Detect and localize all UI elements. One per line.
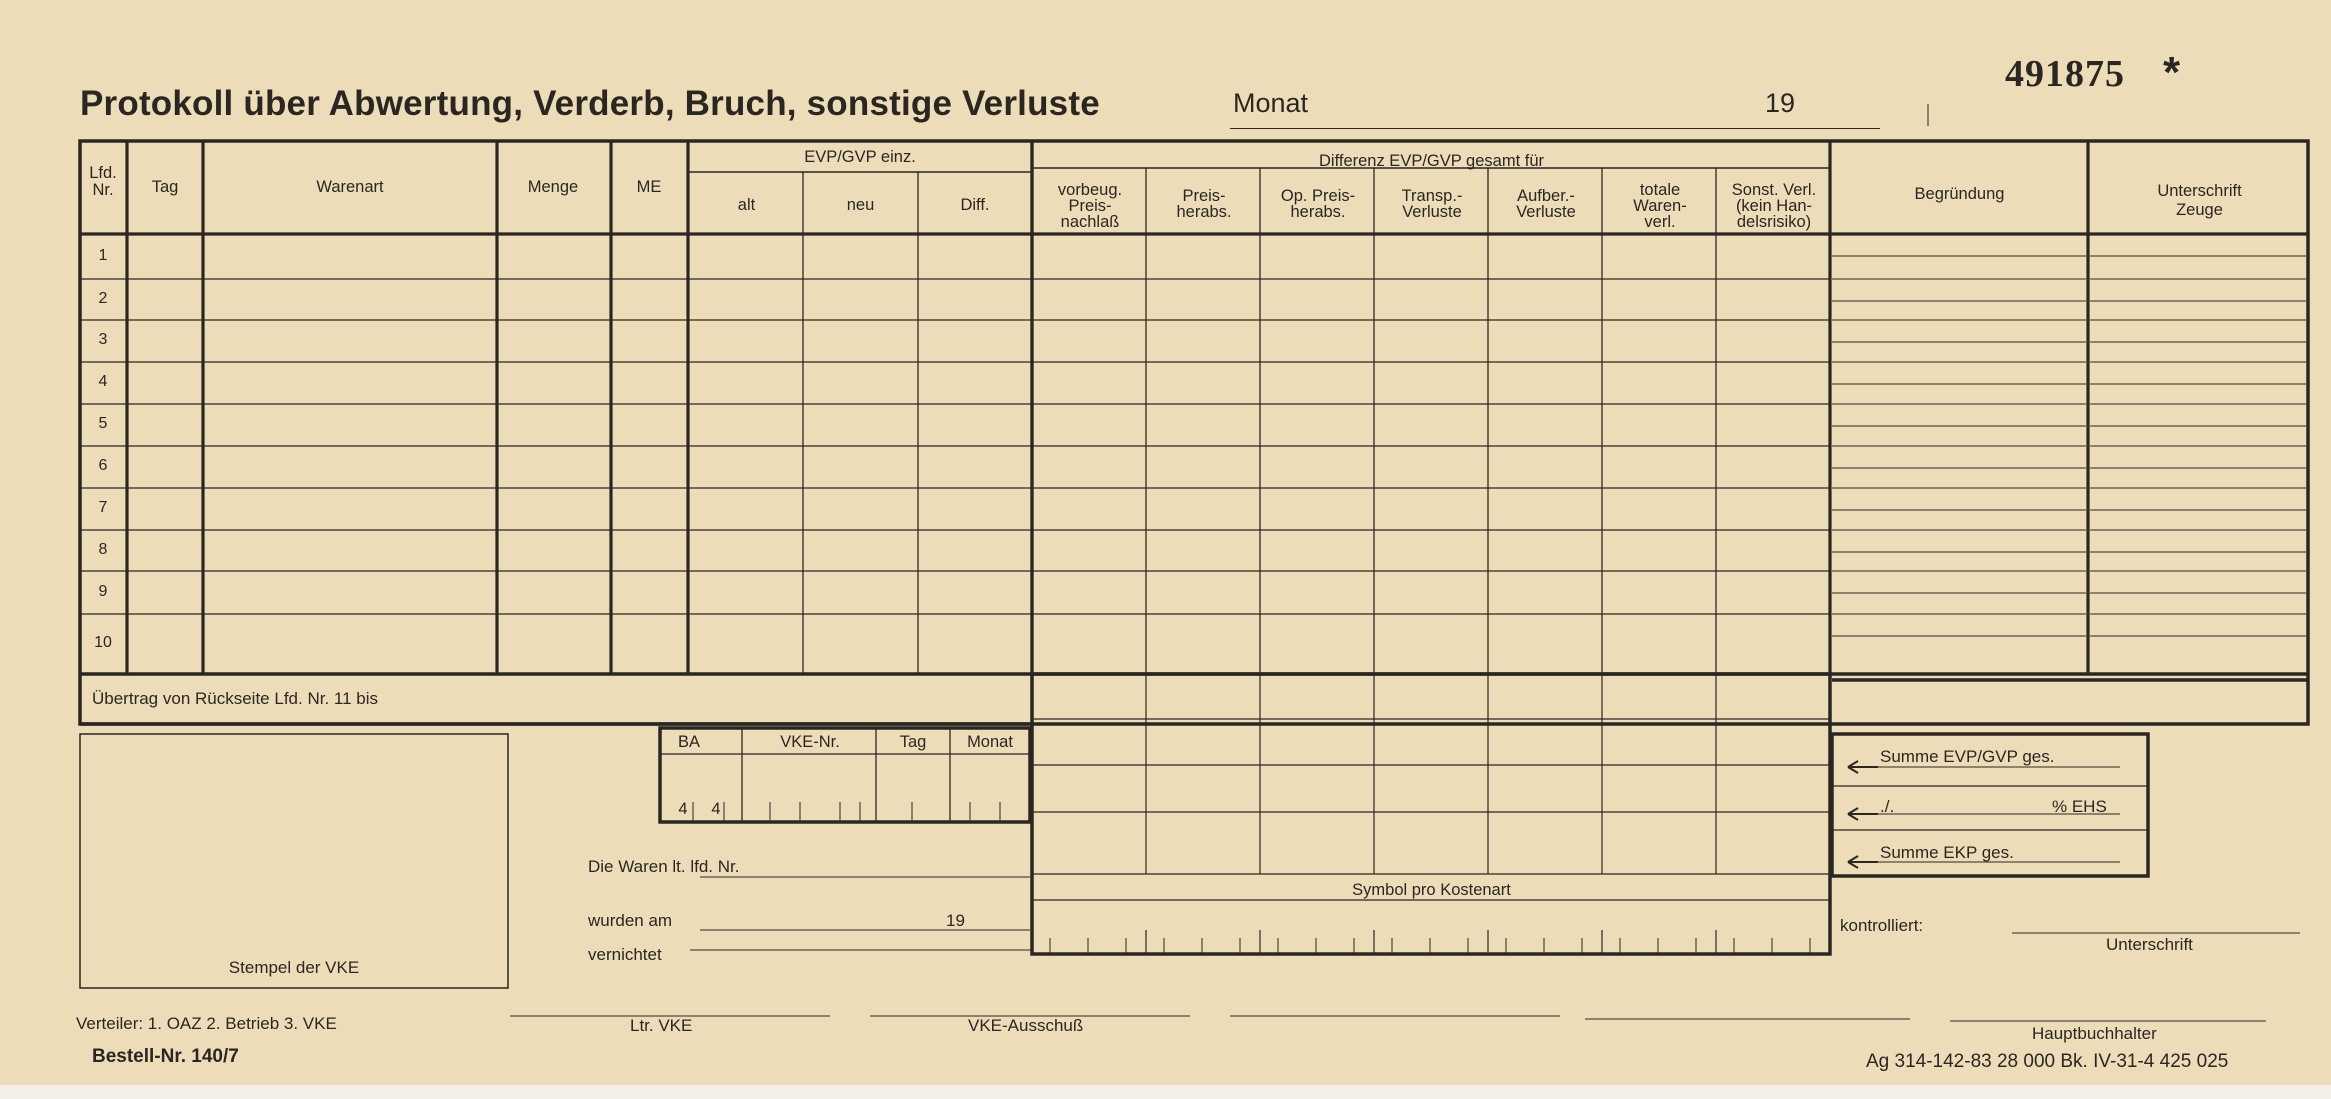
bestell-nr: Bestell-Nr. 140/7 [92,1046,239,1067]
row-number: 7 [98,499,108,516]
year-prefix: 19 [1765,88,1796,118]
tag-label: Tag [899,733,927,751]
hauptbuchhalter-label: Hauptbuchhalter [2032,1024,2157,1043]
grid-frame [80,734,508,988]
col-totale-warenverl: totale Waren- verl. [1633,181,1687,231]
col-preisherabs: Preis- herabs. [1176,187,1232,221]
col-evp-neu: neu [846,196,875,214]
col-aufber-verluste: Aufber.- Verluste [1516,187,1576,221]
symbol-kostenart-label: Symbol pro Kostenart [1352,881,1511,899]
diff-group-header: Differenz EVP/GVP gesamt für [1319,152,1544,170]
col-lfd-nr: Lfd. Nr. [89,164,117,199]
col-menge: Menge [527,178,579,196]
kontrolliert-label: kontrolliert: [1840,916,1924,935]
col-evp-diff: Diff. [960,196,990,214]
row-number: 10 [94,634,112,651]
row-number: 3 [98,331,108,348]
stempel-label: Stempel der VKE [228,958,360,977]
vke-nr-label: VKE-Nr. [780,733,840,751]
uebertrag-label: Übertrag von Rückseite Lfd. Nr. 11 bis [92,689,378,708]
year-prefix-2: 19 [946,911,965,930]
imprint-code: Ag 314-142-83 28 000 Bk. IV-31-4 425 025 [1866,1051,2229,1072]
monat-label: Monat [967,733,1013,751]
unterschrift-label: Unterschrift [2106,935,2193,954]
ehs-prefix: ./. [1880,797,1895,816]
col-begruendung: Begründung [1914,185,2005,203]
row-number: 8 [98,540,108,558]
ba-digit: 4 [711,800,721,818]
serial-number: 491875 [2005,53,2125,95]
grid-frame [1032,674,1830,954]
vernichtet-label: vernichtet [588,945,662,964]
row-number: 4 [98,373,108,390]
col-unterschrift-zeuge: Unterschrift Zeuge [2157,182,2242,219]
col-sonst-verl: Sonst. Verl. (kein Han- delsrisiko) [1731,181,1817,231]
ba-label: BA [677,733,700,751]
summe-ekp-label: Summe EKP ges. [1880,843,2014,862]
col-vorbeug: vorbeug. Preis- nachlaß [1057,181,1123,231]
waren-label: Die Waren lt. lfd. Nr. [588,857,740,876]
wurden-am-label: wurden am [588,911,673,930]
asterisk-mark: * [2163,48,2181,97]
row-number: 6 [98,457,108,474]
vke-ausschuss-label: VKE-Ausschuß [968,1016,1084,1035]
col-op-preisherabs: Op. Preis- herabs. [1280,187,1356,221]
summe-evp-label: Summe EVP/GVP ges. [1880,747,2055,766]
col-tag: Tag [151,178,179,196]
col-warenart: Warenart [316,178,384,196]
row-number: 5 [98,415,108,432]
row-number: 1 [98,246,108,264]
verteiler-text: Verteiler: 1. OAZ 2. Betrieb 3. VKE [76,1014,337,1033]
evp-group-header: EVP/GVP einz. [804,148,916,166]
col-me: ME [636,178,662,196]
col-transp-verluste: Transp.- Verluste [1401,187,1463,221]
row-number: 9 [98,582,108,600]
row-number: 2 [98,289,108,307]
page-title: Protokoll über Abwertung, Verderb, Bruch, sonstige Verluste [80,84,1100,123]
month-label: Monat [1233,88,1309,118]
ba-digit: 4 [678,800,688,818]
ltr-vke-label: Ltr. VKE [630,1016,693,1035]
ehs-suffix: % EHS [2052,797,2107,816]
grid-frame [80,141,2308,724]
col-evp-alt: alt [737,196,756,214]
